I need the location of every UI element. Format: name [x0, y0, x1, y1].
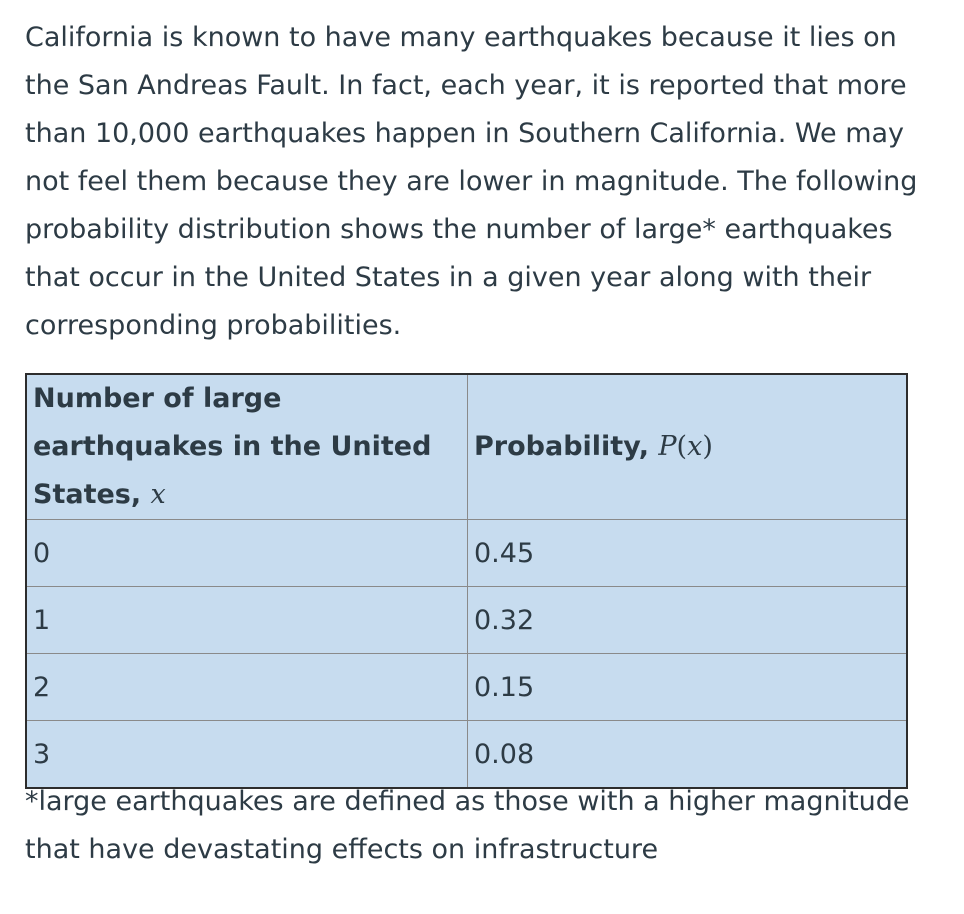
header-p-variable: x	[687, 431, 703, 462]
table-row	[26, 520, 907, 587]
intro-paragraph: California is known to have many earthquakes because it lies on the San Andreas Fault. In fact, each year, it is reported that more than 10,000 earthquakes happen in Southern California. We may not feel them because they are lower in magnitude. The following probability distribution shows the number of large* earthquakes that occur in the United States in a given year along with their corresponding probabilities.	[25, 22, 918, 341]
cell-x: 0	[26, 520, 468, 587]
table-row	[26, 654, 907, 721]
probability-distribution-table	[25, 373, 908, 789]
header-number-of-earthquakes	[26, 374, 468, 520]
cell-probability: 0.15	[468, 654, 908, 721]
header-p-function: P	[658, 431, 677, 462]
cell-probability: 0.32	[468, 587, 908, 654]
cell-probability: 0.45	[468, 520, 908, 587]
header-p-label: Probability,	[474, 431, 649, 462]
header-x-label: Number of large earthquakes in the United States,	[33, 383, 432, 510]
header-probability	[468, 374, 908, 520]
cell-x: 1	[26, 587, 468, 654]
table-header-row	[26, 374, 907, 520]
header-x-variable: x	[150, 479, 166, 510]
cell-probability: 0.08	[468, 721, 908, 789]
cell-x: 3	[26, 721, 468, 789]
cell-x: 2	[26, 654, 468, 721]
header-p-open-paren: (	[676, 431, 688, 462]
footnote: *large earthquakes are defined as those with a higher magnitude that have devastating effects on infrastructure	[25, 786, 910, 865]
header-p-close-paren: )	[702, 431, 713, 462]
table-row	[26, 587, 907, 654]
